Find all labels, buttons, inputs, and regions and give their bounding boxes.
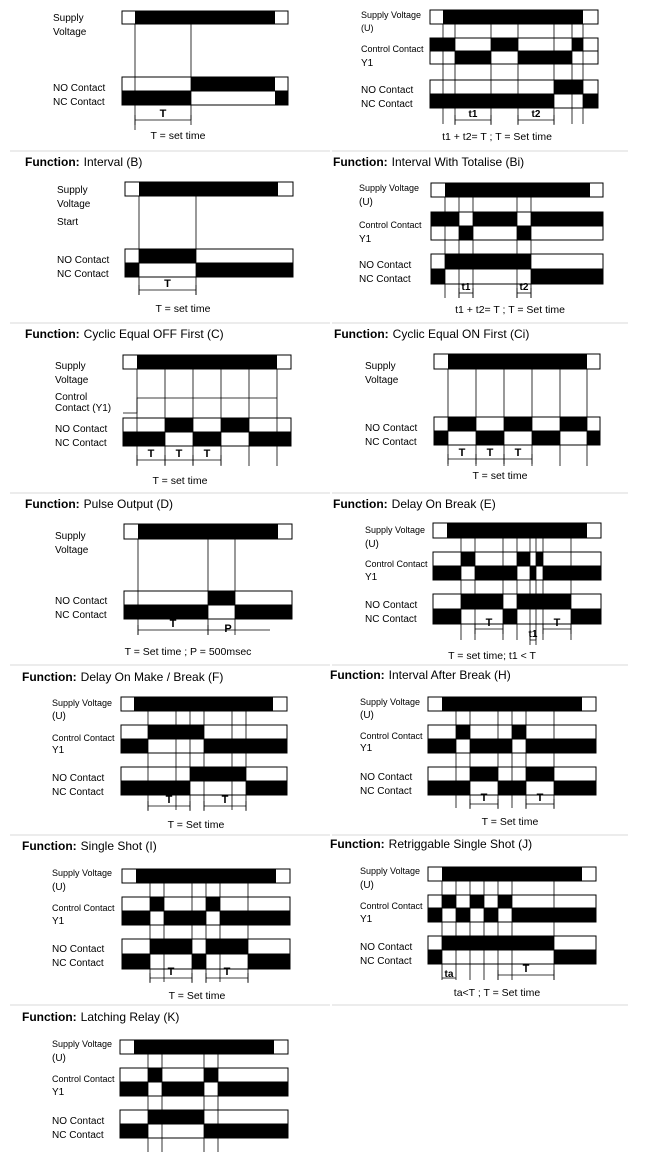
control-off-pulse	[517, 226, 531, 240]
control-off-pulse	[484, 908, 498, 922]
signal-label: NO Contact	[57, 255, 110, 266]
function-prefix: Function:	[334, 327, 389, 341]
contact-no-pulse	[208, 591, 235, 605]
control-on-pulse	[536, 552, 543, 566]
contact-no-pulse	[517, 594, 571, 609]
diagram-top-left	[53, 11, 288, 142]
contact-nc-pulse	[583, 94, 598, 108]
function-name: Delay On Break (E)	[391, 497, 496, 511]
P-label: P	[224, 623, 232, 635]
signal-label: Control Contact	[361, 44, 424, 54]
caption: T = Set time ; P = 500msec	[124, 646, 252, 658]
function-prefix: Function:	[330, 668, 385, 682]
contact-no-pulse	[526, 767, 554, 781]
signal-label: NC Contact	[53, 97, 105, 108]
diagram-top-right	[361, 10, 598, 143]
function-title	[333, 497, 496, 511]
control-off-pulse	[162, 1082, 204, 1096]
signal-label: Supply Voltage	[360, 697, 421, 707]
signal-label: Supply	[55, 531, 86, 542]
signal-label: NC Contact	[55, 610, 107, 621]
contact-nc-pulse	[122, 91, 191, 105]
function-title	[25, 327, 224, 341]
signal-label: Supply Voltage	[359, 183, 420, 193]
signal-label: NC Contact	[359, 274, 411, 285]
T-label: T	[536, 792, 544, 804]
signal-label: NO Contact	[360, 772, 413, 783]
contact-no-pulse	[470, 767, 498, 781]
diagram-latching-relay-k	[22, 1010, 288, 1152]
function-name: Cyclic Equal OFF First (C)	[83, 327, 224, 341]
signal-label: Supply	[55, 361, 86, 372]
contact-nc-pulse	[120, 1124, 148, 1138]
signal-label: Supply Voltage	[361, 10, 422, 20]
control-step	[123, 398, 277, 413]
control-on-pulse	[572, 38, 583, 51]
signal-label: Control Contact	[360, 731, 423, 741]
control-off-pulse	[530, 566, 536, 580]
caption: T = Set time	[481, 816, 539, 828]
control-off-pulse	[475, 566, 517, 580]
signal-label: Control Contact	[360, 901, 423, 911]
signal-label: Y1	[365, 572, 378, 583]
contact-nc-pulse	[532, 431, 560, 445]
signal-label: NC Contact	[361, 99, 413, 110]
contact-nc-pulse	[246, 781, 287, 795]
signal-label: (U)	[52, 711, 66, 722]
signal-label: NO Contact	[365, 423, 418, 434]
function-title	[22, 1010, 179, 1024]
control-off-pulse	[164, 911, 206, 925]
T-label: T	[169, 618, 177, 630]
signal-label: Start	[57, 217, 79, 228]
signal-label: Control Contact	[365, 559, 428, 569]
control-off-pulse	[428, 739, 456, 753]
caption: T = set time; t1 < T	[448, 650, 536, 662]
function-name: Delay On Make / Break (F)	[80, 670, 224, 684]
control-off-pulse	[120, 1082, 148, 1096]
signal-label: Supply Voltage	[52, 1039, 113, 1049]
control-on-pulse	[517, 552, 530, 566]
control-off-pulse	[121, 739, 148, 753]
function-prefix: Function:	[25, 155, 80, 169]
function-prefix: Function:	[333, 497, 388, 511]
caption: T = set time	[155, 303, 211, 315]
T-label: T	[175, 448, 183, 460]
contact-nc-pulse	[434, 431, 448, 445]
T-label: T	[522, 963, 530, 975]
contact-no-pulse	[461, 594, 503, 609]
diagram-single-shot-i	[22, 839, 290, 1002]
control-on-pulse	[442, 895, 456, 908]
contact-no-pulse	[560, 417, 587, 431]
supply-pulse	[134, 1040, 274, 1054]
signal-label: NO Contact	[53, 83, 106, 94]
signal-label: NO Contact	[365, 600, 418, 611]
signal-label: (U)	[359, 197, 373, 208]
function-prefix: Function:	[25, 497, 80, 511]
contact-nc-pulse	[554, 781, 596, 795]
signal-label: Supply	[57, 185, 88, 196]
t1-label: t1	[461, 282, 471, 293]
control-on-pulse	[204, 1068, 218, 1082]
control-off-pulse	[433, 566, 461, 580]
supply-pulse	[138, 524, 278, 539]
function-name: Interval After Break (H)	[388, 668, 511, 682]
diagram-interval-b	[25, 155, 293, 315]
caption: T = Set time	[167, 819, 225, 831]
signal-label: Control Contact	[359, 220, 422, 230]
signal-label: NO Contact	[52, 1116, 105, 1127]
diagram-interval-after-break-h	[330, 668, 596, 828]
contact-nc-pulse	[428, 950, 442, 964]
signal-label: Y1	[52, 1087, 65, 1098]
control-on-pulse	[150, 897, 164, 911]
t1-label: t1	[528, 629, 538, 640]
signal-label: Voltage	[57, 199, 91, 210]
contact-no-pulse	[221, 418, 249, 432]
T-label: T	[486, 447, 494, 459]
signal-label: NC Contact	[52, 958, 104, 969]
T-label: T	[480, 792, 488, 804]
caption: T = set time	[150, 130, 206, 142]
t2-label: t2	[519, 282, 529, 293]
contact-nc-pulse	[476, 431, 504, 445]
T-label: T	[221, 794, 229, 806]
contact-nc-pulse	[204, 1124, 288, 1138]
signal-label: Y1	[360, 914, 373, 925]
signal-label: Y1	[361, 58, 374, 69]
caption: T = Set time	[168, 990, 226, 1002]
signal-label: Control	[55, 392, 88, 403]
control-off-pulse	[456, 908, 470, 922]
signal-label: (U)	[52, 882, 66, 893]
function-title	[330, 668, 511, 682]
T-label: T	[164, 278, 171, 290]
signal-label: (U)	[360, 710, 374, 721]
diagram-pulse-output-d	[25, 497, 292, 658]
contact-nc-pulse	[122, 954, 150, 969]
contact-no-pulse	[190, 767, 246, 781]
contact-nc-pulse	[123, 432, 165, 446]
control-on-pulse	[148, 1068, 162, 1082]
T-label: T	[485, 617, 493, 629]
signal-label: NC Contact	[52, 1130, 104, 1141]
supply-pulse	[442, 697, 582, 711]
T-label: T	[553, 617, 561, 629]
T-label: T	[167, 966, 175, 978]
function-name: Pulse Output (D)	[83, 497, 174, 511]
function-prefix: Function:	[333, 155, 388, 169]
contact-nc-pulse	[587, 431, 600, 445]
signal-label: Supply	[365, 361, 396, 372]
function-title	[22, 839, 157, 853]
control-on-pulse	[456, 725, 470, 739]
supply-pulse	[137, 355, 277, 369]
contact-nc-pulse	[571, 609, 601, 624]
contact-no-frame	[123, 418, 291, 432]
signal-label: Y1	[52, 916, 65, 927]
signal-label: NC Contact	[55, 438, 107, 449]
control-off-pulse	[459, 226, 473, 240]
t2-label: t2	[531, 109, 541, 120]
contact-nc-pulse	[430, 94, 554, 108]
diagram-interval-totalise-bi	[333, 155, 603, 316]
contact-nc-pulse	[249, 432, 291, 446]
signal-label: NO Contact	[55, 424, 108, 435]
caption: ta<T ; T = Set time	[453, 987, 541, 999]
control-off-pulse	[218, 1082, 288, 1096]
contact-nc-pulse	[121, 781, 190, 795]
T-label: T	[165, 794, 173, 806]
diagram-delay-on-break-e	[333, 497, 601, 662]
signal-label: NO Contact	[361, 85, 414, 96]
signal-label: NC Contact	[365, 614, 417, 625]
signal-label: (U)	[361, 23, 374, 33]
function-title	[333, 155, 524, 169]
signal-label: Voltage	[55, 375, 89, 386]
signal-label: (U)	[52, 1053, 66, 1064]
control-on-pulse	[473, 212, 517, 226]
contact-no-pulse	[191, 77, 275, 91]
function-name: Retriggable Single Shot (J)	[388, 837, 533, 851]
function-title	[25, 155, 142, 169]
function-name: Single Shot (I)	[80, 839, 157, 853]
contact-no-pulse	[148, 1110, 204, 1124]
caption: t1 + t2= T ; T = Set time	[455, 304, 565, 316]
control-off-pulse	[122, 911, 150, 925]
contact-nc-frame	[434, 431, 600, 445]
signal-label: Control Contact	[52, 1074, 115, 1084]
contact-no-pulse	[448, 417, 476, 431]
signal-label: Supply Voltage	[365, 525, 426, 535]
contact-nc-pulse	[124, 605, 208, 619]
signal-label: NO Contact	[359, 260, 412, 271]
caption: T = set time	[152, 475, 208, 487]
T-label: T	[458, 447, 466, 459]
control-off-pulse	[204, 739, 287, 753]
T-label: T	[147, 448, 155, 460]
contact-nc-pulse	[275, 91, 288, 105]
function-prefix: Function:	[22, 1010, 77, 1024]
signal-label: Supply Voltage	[52, 698, 113, 708]
T-label: T	[203, 448, 211, 460]
control-on-pulse	[461, 552, 475, 566]
function-name: Interval (B)	[83, 155, 143, 169]
supply-pulse	[448, 354, 587, 369]
signal-label: Control Contact	[52, 903, 115, 913]
diagram-cyclic-off-first-c	[25, 327, 291, 487]
signal-label: Voltage	[365, 375, 399, 386]
function-title	[330, 837, 532, 851]
t1-label: t1	[468, 109, 478, 120]
function-name: Cyclic Equal ON First (Ci)	[392, 327, 530, 341]
control-on-pulse	[491, 38, 518, 51]
signal-label: NO Contact	[52, 773, 105, 784]
signal-label: NC Contact	[52, 787, 104, 798]
contact-nc-pulse	[503, 609, 517, 624]
supply-pulse	[442, 867, 582, 881]
contact-nc-pulse	[248, 954, 290, 969]
signal-label: Y1	[360, 743, 373, 754]
supply-pulse	[139, 182, 278, 196]
contact-nc-pulse	[554, 950, 596, 964]
control-off-pulse	[526, 739, 596, 753]
contact-nc-pulse	[193, 432, 221, 446]
signal-label: Y1	[359, 234, 372, 245]
signal-label: Control Contact	[52, 733, 115, 743]
contact-nc-pulse	[428, 781, 470, 795]
signal-label: Supply Voltage	[360, 866, 421, 876]
control-on-pulse	[430, 38, 455, 51]
signal-label: (U)	[365, 539, 379, 550]
contact-no-pulse	[554, 80, 583, 94]
contact-no-pulse	[150, 939, 192, 954]
control-on-pulse	[512, 725, 526, 739]
contact-no-pulse	[139, 249, 196, 263]
caption: t1 + t2= T ; T = Set time	[442, 131, 552, 143]
signal-label: Supply Voltage	[52, 868, 113, 878]
function-title	[25, 497, 173, 511]
supply-pulse	[135, 11, 275, 24]
function-prefix: Function:	[25, 327, 80, 341]
function-title	[334, 327, 529, 341]
signal-label: (U)	[360, 880, 374, 891]
function-name: Interval With Totalise (Bi)	[391, 155, 525, 169]
contact-no-pulse	[504, 417, 532, 431]
signal-label: Voltage	[53, 27, 87, 38]
contact-nc-pulse	[125, 263, 139, 277]
control-on-pulse	[531, 212, 603, 226]
function-title	[22, 670, 223, 684]
T-label: T	[223, 966, 231, 978]
control-on-pulse	[470, 895, 484, 908]
supply-pulse	[136, 869, 276, 883]
contact-nc-pulse	[531, 269, 603, 284]
signal-label: NO Contact	[360, 942, 413, 953]
contact-nc-pulse	[235, 605, 292, 619]
contact-no-pulse	[445, 254, 531, 269]
signal-label: NC Contact	[57, 269, 109, 280]
function-name: Latching Relay (K)	[80, 1010, 180, 1024]
supply-pulse	[134, 697, 273, 711]
control-off-pulse	[470, 739, 512, 753]
signal-label: NC Contact	[365, 437, 417, 448]
contact-nc-pulse	[196, 263, 293, 277]
contact-nc-pulse	[192, 954, 206, 969]
diagram-cyclic-on-first-ci	[334, 327, 600, 482]
signal-label: Y1	[52, 745, 65, 756]
signal-label: NC Contact	[360, 786, 412, 797]
function-prefix: Function:	[22, 670, 77, 684]
signal-label: NO Contact	[52, 944, 105, 955]
T-label: T	[159, 108, 167, 120]
supply-pulse	[445, 183, 590, 197]
signal-label: Contact (Y1)	[55, 403, 112, 414]
control-off-pulse	[455, 51, 491, 64]
contact-no-pulse	[206, 939, 248, 954]
control-off-pulse	[518, 51, 572, 64]
diagram-delay-make-break-f	[22, 670, 287, 831]
control-off-pulse	[220, 911, 290, 925]
supply-pulse	[443, 10, 583, 24]
control-off-pulse	[428, 908, 442, 922]
signal-label: NC Contact	[360, 956, 412, 967]
function-prefix: Function:	[22, 839, 77, 853]
diagram-retriggable-single-shot-j	[330, 837, 596, 999]
contact-no-pulse	[165, 418, 193, 432]
signal-label: Voltage	[55, 545, 89, 556]
control-on-pulse	[498, 895, 512, 908]
ta-label: ta	[444, 969, 454, 980]
control-off-pulse	[543, 566, 601, 580]
contact-nc-pulse	[431, 269, 445, 284]
supply-pulse	[447, 523, 587, 538]
contact-nc-pulse	[433, 609, 461, 624]
function-prefix: Function:	[330, 837, 385, 851]
caption: T = set time	[472, 470, 528, 482]
signal-label: Supply	[53, 13, 84, 24]
T-label: T	[514, 447, 522, 459]
control-on-pulse	[206, 897, 220, 911]
signal-label: NO Contact	[55, 596, 108, 607]
